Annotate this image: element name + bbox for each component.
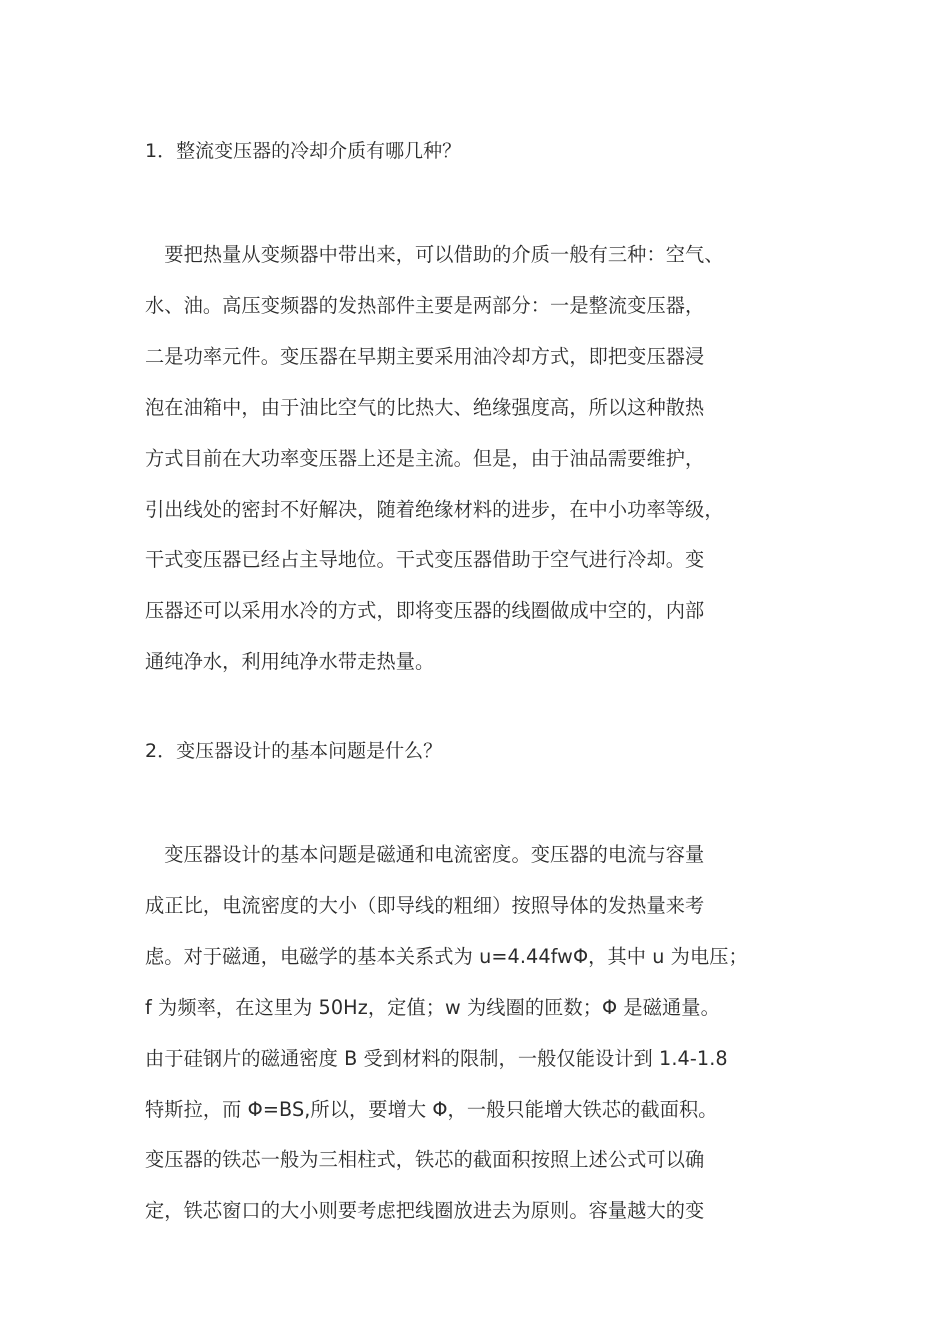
- answer-2-line: 由于硅钢片的磁通密度 B 受到材料的限制，一般仅能设计到 1.4-1.8: [145, 1046, 728, 1070]
- answer-1-line: 引出线处的密封不好解决，随着绝缘材料的进步，在中小功率等级，: [145, 497, 724, 521]
- answer-2-paragraph: [145, 830, 825, 1237]
- answer-2-line: 变压器设计的基本问题是磁通和电流密度。变压器的电流与容量: [145, 843, 705, 866]
- answer-2-line: 特斯拉，而 Φ=BS,所以，要增大 Φ，一般只能增大铁芯的截面积。: [145, 1097, 718, 1121]
- answer-2-line: 变压器的铁芯一般为三相柱式，铁芯的截面积按照上述公式可以确: [145, 1148, 705, 1172]
- answer-1-line: 干式变压器已经占主导地位。干式变压器借助于空气进行冷却。变: [145, 548, 705, 572]
- answer-1-line: 通纯净水，利用纯净水带走热量。: [145, 650, 435, 674]
- answer-1-line: 二是功率元件。变压器在早期主要采用油冷却方式，即把变压器浸: [145, 344, 705, 368]
- answer-1-line: 泡在油箱中，由于油比空气的比热大、绝缘强度高，所以这种散热: [145, 395, 705, 419]
- answer-1-paragraph: [145, 230, 825, 688]
- answer-2-line: 虑。对于磁通，电磁学的基本关系式为 u=4.44fwΦ，其中 u 为电压；: [145, 944, 748, 968]
- section-2: [145, 734, 825, 768]
- answer-2-line: 定，铁芯窗口的大小则要考虑把线圈放进去为原则。容量越大的变: [145, 1199, 705, 1223]
- question-1-heading: 1．整流变压器的冷却介质有哪几种？: [145, 140, 462, 162]
- answer-1-line: 要把热量从变频器中带出来，可以借助的介质一般有三种：空气、: [145, 243, 724, 266]
- question-2-heading: 2．变压器设计的基本问题是什么？: [145, 740, 443, 762]
- answer-1-line: 压器还可以采用水冷的方式，即将变压器的线圈做成中空的，内部: [145, 599, 705, 623]
- answer-1-line: 水、油。高压变频器的发热部件主要是两部分：一是整流变压器，: [145, 293, 705, 317]
- answer-2-line: 成正比，电流密度的大小（即导线的粗细）按照导体的发热量来考: [145, 893, 705, 917]
- section-1: [145, 134, 825, 168]
- answer-2-line: f 为频率，在这里为 50Hz，定值；w 为线圈的匝数；Φ 是磁通量。: [145, 995, 720, 1019]
- answer-1-line: 方式目前在大功率变压器上还是主流。但是，由于油品需要维护，: [145, 446, 705, 470]
